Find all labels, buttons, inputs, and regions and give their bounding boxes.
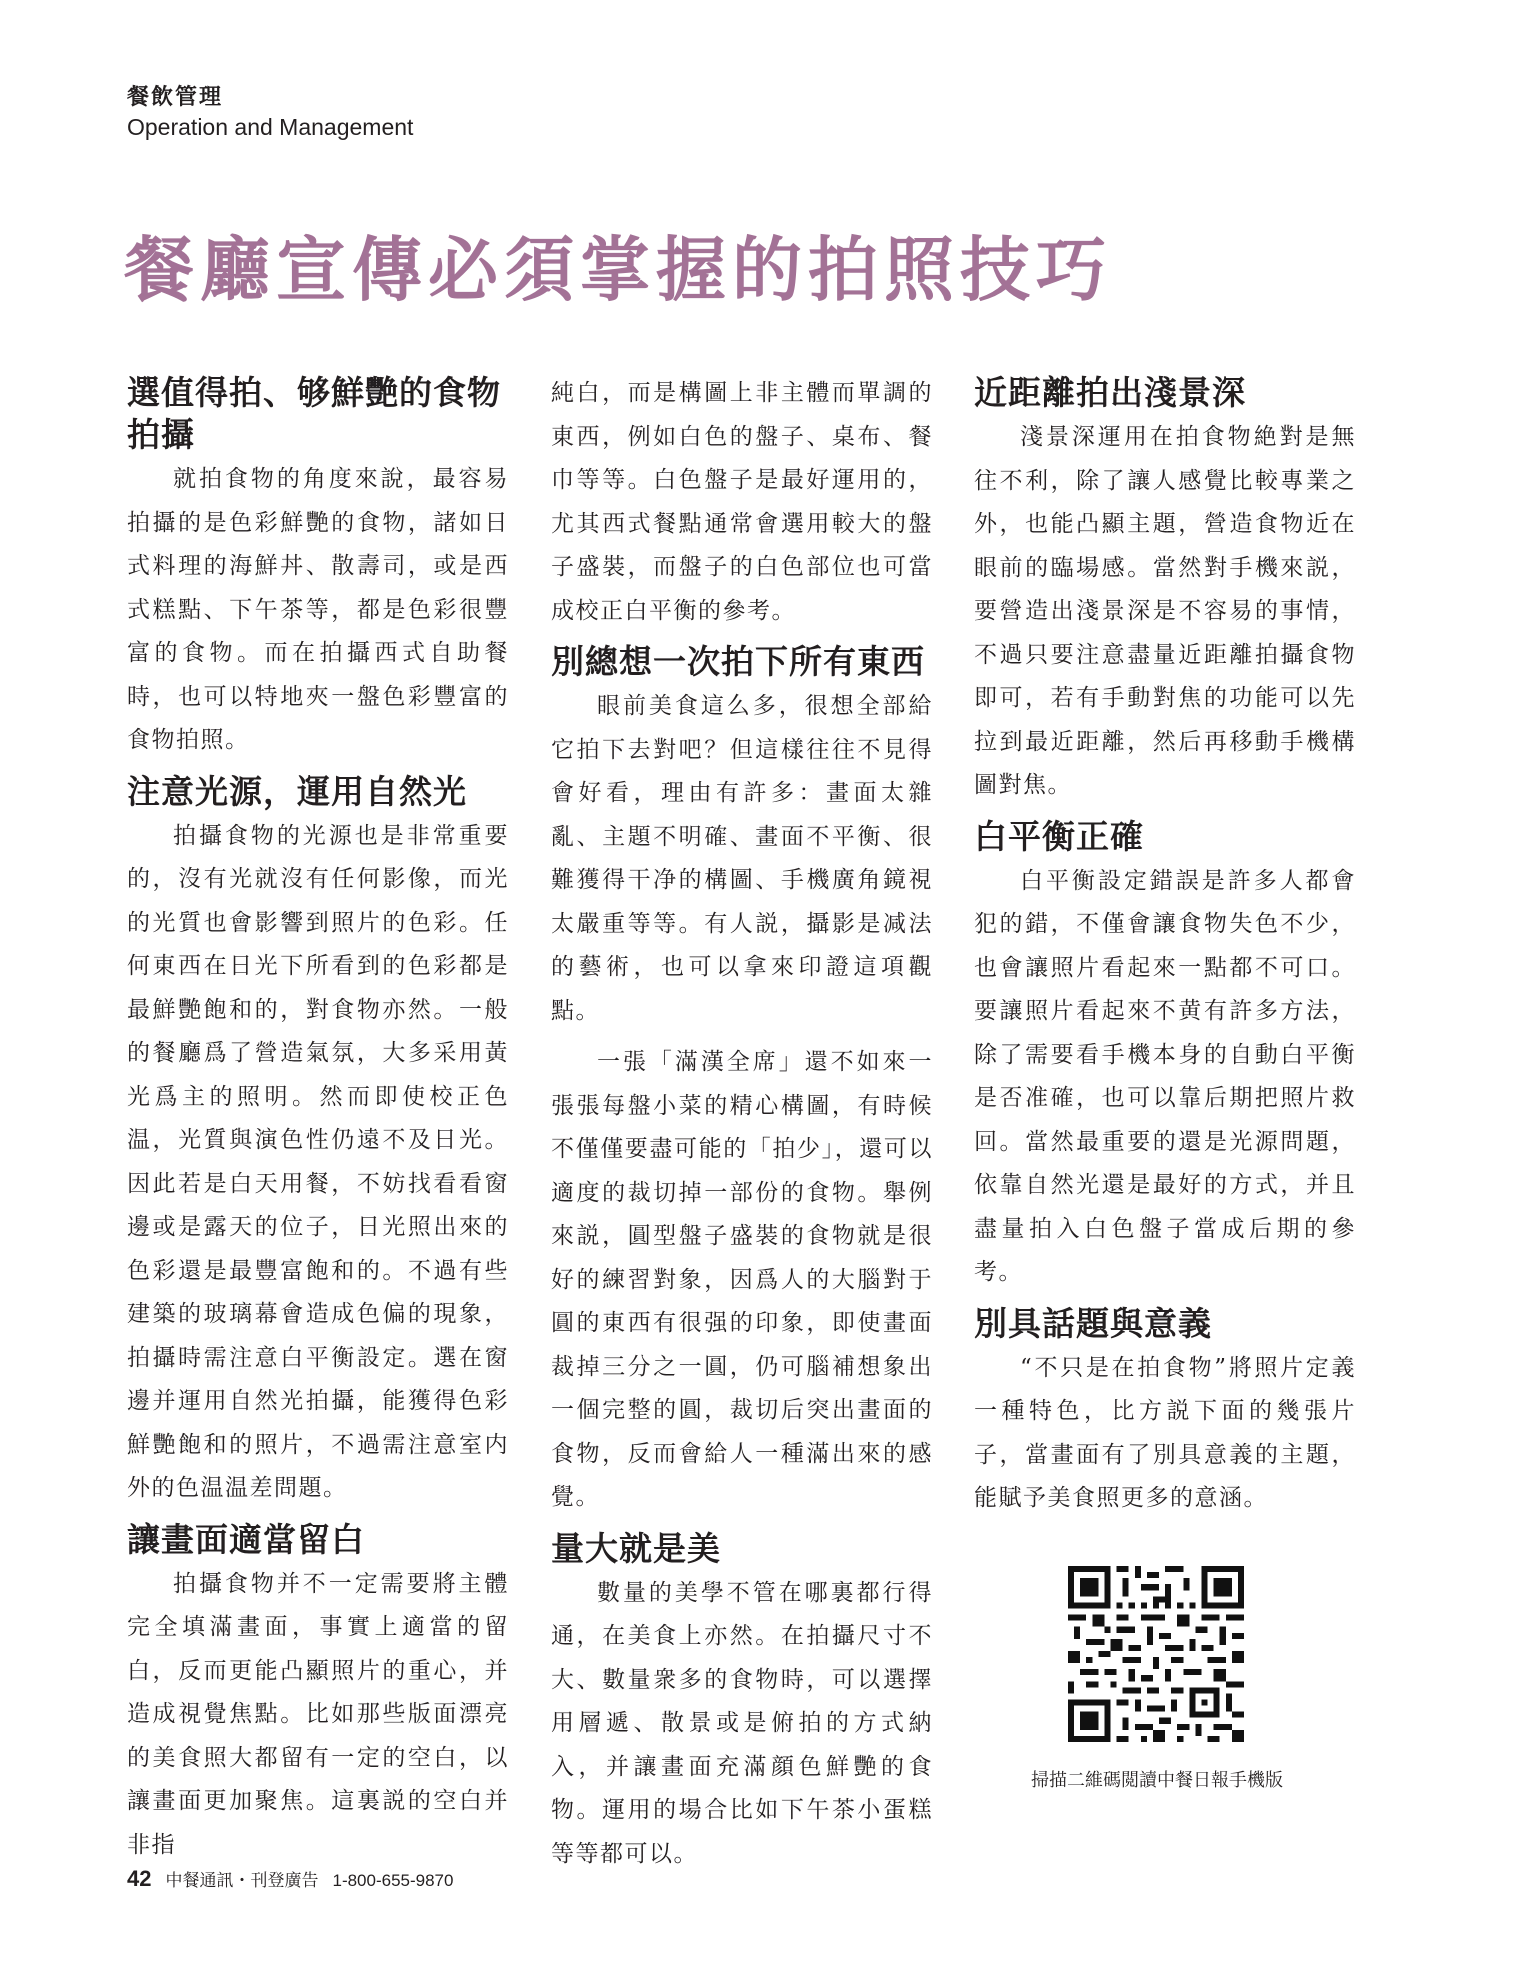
paragraph: 白平衡設定錯誤是許多人都會犯的錯，不僅會讓食物失色不少，也會讓照片看起來一點都不可口。要讓照片看起來不黄有許多方法，除了需要看手機本身的自動白平衡是否准確，也可以靠后期把照片救回。當然最重要的還是光源問題，依靠自然光還是最好的方式，并且盡量拍入白色盤子當成后期的參考。 xyxy=(974,867,1356,1285)
heading-choose-food: 選值得拍、够鮮艷的食物拍攝 xyxy=(127,373,501,454)
phone-number: 1-800-655-9870 xyxy=(332,1871,454,1890)
page-number: 42 xyxy=(127,1866,152,1891)
paragraph: 眼前美食這么多，很想全部給它拍下去對吧？但這樣往往不見得會好看，理由有許多：畫面太雜亂、主題不明確、畫面不平衡、很難獲得干净的構圖、手機廣角鏡視太嚴重等等。有人説，攝影是减法的藝術，也可以拿來印證這項觀點。 xyxy=(551,693,933,1024)
column-1 xyxy=(127,372,509,1875)
heading-light-source: 注意光源，運用自然光 xyxy=(127,771,467,811)
paragraph-continued: 純白，而是構圖上非主體而單調的東西，例如白色的盤子、桌布、餐巾等等。白色盤子是最好運用的，尤其西式餐點通常會選用較大的盤子盛裝，而盤子的白色部位也可當成校正白平衡的參考。 xyxy=(551,380,933,624)
publication-name: 中餐通訊・刊登廣告 xyxy=(165,1871,319,1891)
column-2 xyxy=(551,372,933,1884)
paragraph: 數量的美學不管在哪裏都行得通，在美食上亦然。在拍攝尺寸不大、數量衆多的食物時，可以選擇用層遞、散景或是俯拍的方式納入，并讓畫面充滿顔色鮮艷的食物。運用的場合比如下午茶小蛋糕等等都可以。 xyxy=(551,1579,933,1867)
paragraph: “不只是在拍食物”將照片定義一種特色，比方説下面的幾張片子，當畫面有了別具意義的主題，能賦予美食照更多的意涵。 xyxy=(974,1354,1356,1511)
qr-caption: 掃描二維碼閲讀中餐日報手機版 xyxy=(1031,1770,1283,1791)
heading-white-balance: 白平衡正確 xyxy=(974,816,1144,856)
paragraph: 就拍食物的角度來說，最容易拍攝的是色彩鮮艷的食物，諸如日式料理的海鮮丼、散壽司，或是西式糕點、下午茶等，都是色彩很豐富的食物。而在拍攝西式自助餐時，也可以特地夾一盤色彩豐富的食物拍照。 xyxy=(127,466,509,753)
paragraph: 一張「滿漢全席」還不如來一張張每盤小菜的精心構圖，有時候不僅僅要盡可能的「拍少」，還可以適度的裁切掉一部份的食物。舉例來説，圓型盤子盛裝的食物就是很好的練習對象，因爲人的大腦對于圓的東西有很强的印象，即使畫面裁掉三分之一圓，仍可腦補想象出一個完整的圓，裁切后突出畫面的食物，反而會給人一種滿出來的感覺。 xyxy=(551,1049,933,1510)
heading-dont-shoot-everything: 別總想一次拍下所有東西 xyxy=(551,642,925,681)
column-3 xyxy=(974,372,1356,1529)
heading-shallow-depth: 近距離拍出淺景深 xyxy=(974,373,1246,412)
paragraph: 拍攝食物并不一定需要將主體完全填滿畫面，事實上適當的留白，反而更能凸顯照片的重心，并造成視覺焦點。比如那些版面漂亮的美食照大都留有一定的空白，以讓畫面更加聚焦。這裏説的空白并非指 xyxy=(127,1570,509,1858)
section-label-english: Operation and Management xyxy=(127,114,414,140)
heading-white-space: 讓畫面適當留白 xyxy=(127,1519,365,1559)
article-title: 餐廳宣傳必須掌握的拍照技巧 xyxy=(124,228,1112,311)
heading-topic-meaning: 別具話題與意義 xyxy=(974,1303,1212,1343)
paragraph: 淺景深運用在拍食物絶對是無往不利，除了讓人感覺比較專業之外，也能凸顯主題，營造食物近在眼前的臨場感。當然對手機來説，要營造出淺景深是不容易的事情，不過只要注意盡量近距離拍攝食物即可，若有手動對焦的功能可以先拉到最近距離，然后再移動手機構圖對焦。 xyxy=(974,424,1356,798)
heading-quantity-beauty: 量大就是美 xyxy=(551,1528,721,1568)
page-footer xyxy=(127,1866,453,1892)
qr-code-icon[interactable] xyxy=(1068,1566,1244,1742)
paragraph: 拍攝食物的光源也是非常重要的，沒有光就沒有任何影像，而光的光質也會影響到照片的色彩。任何東西在日光下所看到的色彩都是最鮮艷飽和的，對食物亦然。一般的餐廳爲了營造氣氛，大多采用黃光爲主的照明。然而即使校正色温，光質與演色性仍遠不及日光。因此若是白天用餐，不妨找看看窗邊或是露天的位子，日光照出來的色彩還是最豐富飽和的。不過有些建築的玻璃幕會造成色偏的現象，拍攝時需注意白平衡設定。選在窗邊并運用自然光拍攝，能獲得色彩鮮艷飽和的照片，不過需注意室内外的色温温差問題。 xyxy=(127,822,509,1501)
section-label-chinese: 餐飲管理 xyxy=(127,85,224,110)
